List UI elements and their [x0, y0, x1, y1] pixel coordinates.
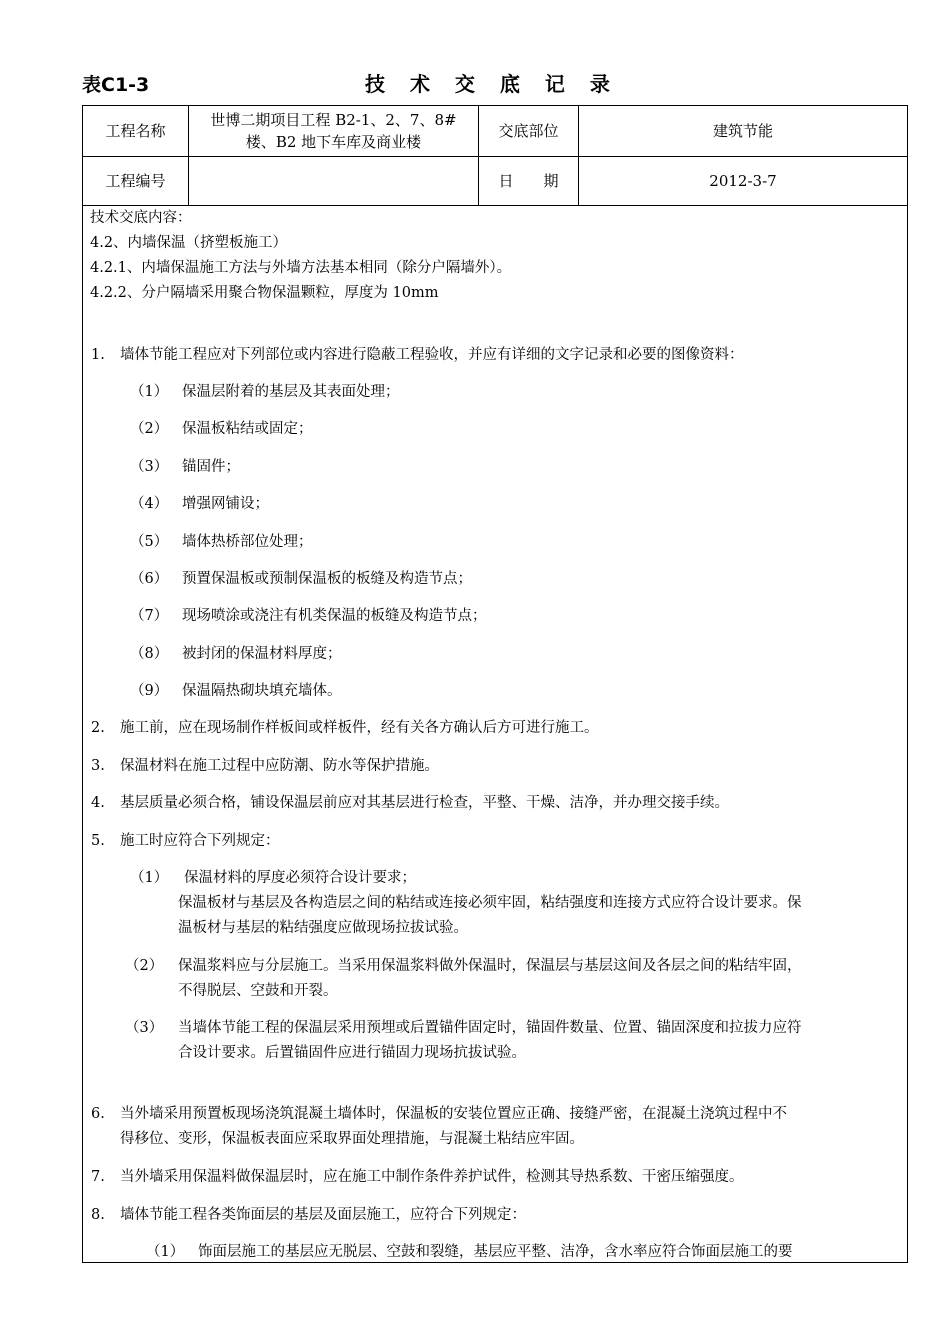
item-number: 8.	[91, 1207, 105, 1223]
sub-item-number: （2）	[130, 421, 169, 437]
sub-item-number: （4）	[130, 496, 169, 512]
item-number: 1.	[91, 347, 105, 363]
item-number: 6.	[91, 1106, 105, 1122]
sub-item-number: （1）	[130, 870, 169, 886]
item-number: 3.	[91, 758, 105, 774]
table-divider	[82, 205, 908, 206]
sub-item-number: （2）	[125, 958, 164, 974]
item-text: 施工时应符合下列规定：	[120, 833, 280, 849]
sub-item-text: 保温层附着的基层及其表面处理；	[182, 384, 400, 400]
sub-item-number: （9）	[130, 683, 169, 699]
item-number: 5.	[91, 833, 105, 849]
item-number: 7.	[91, 1169, 105, 1185]
intro-line: 4.2.2、分户隔墙采用聚合物保温颗粒，厚度为 10mm	[90, 285, 439, 301]
sub-item-text: 保温板粘结或固定；	[182, 421, 313, 437]
date-label: 日 期	[498, 172, 559, 190]
sub-item-text: 当墙体节能工程的保温层采用预埋或后置锚件固定时，锚固件数量、位置、锚固深度和拉拔力应符	[178, 1020, 802, 1036]
sub-item-text: 保温隔热砌块填充墙体。	[182, 683, 342, 699]
project-no-label: 工程编号	[105, 172, 166, 190]
project-name-value	[189, 106, 478, 156]
item-text: 基层质量必须合格，铺设保温层前应对其基层进行检查，平整、干燥、洁净，并办理交接手续。	[120, 795, 729, 811]
sub-item-text: 温板材与基层的粘结强度应做现场拉拔试验。	[178, 920, 468, 936]
item-number: 4.	[91, 795, 105, 811]
document-title: 技 术 交 底 记 录	[365, 72, 619, 96]
sub-item-number: （8）	[130, 646, 169, 662]
sub-item-text: 墙体热桥部位处理；	[182, 534, 313, 550]
sub-item-number: （6）	[130, 571, 169, 587]
intro-line: 4.2、内墙保温（挤塑板施工）	[90, 235, 288, 251]
item-number: 2.	[91, 720, 105, 736]
item-text: 得移位、变形，保温板表面应采取界面处理措施，与混凝土粘结应牢固。	[120, 1131, 584, 1147]
sub-item-text: 饰面层施工的基层应无脱层、空鼓和裂缝，基层应平整、洁净，含水率应符合饰面层施工的要	[198, 1244, 793, 1260]
project-name-line: 楼、B2 地下车库及商业楼	[245, 133, 422, 151]
intro-line: 4.2.1、内墙保温施工方法与外墙方法基本相同（除分户隔墙外）。	[90, 260, 512, 276]
sub-item-text: 预置保温板或预制保温板的板缝及构造节点；	[182, 571, 472, 587]
project-name-line: 世博二期项目工程 B2-1、2、7、8#	[210, 111, 457, 129]
sub-item-number: （1）	[146, 1244, 185, 1260]
item-text: 墙体节能工程各类饰面层的基层及面层施工，应符合下列规定：	[120, 1207, 526, 1223]
sub-item-text: 保温材料的厚度必须符合设计要求；	[184, 870, 416, 886]
project-no-value	[189, 157, 478, 205]
sub-item-text: 被封闭的保温材料厚度；	[182, 646, 342, 662]
item-text: 当外墙采用预置板现场浇筑混凝土墙体时，保温板的安装位置应正确、接缝严密，在混凝土浇筑过程中不	[120, 1106, 787, 1122]
sub-item-text: 合设计要求。后置锚固件应进行锚固力现场抗拔试验。	[178, 1045, 526, 1061]
item-text: 墙体节能工程应对下列部位或内容进行隐蔽工程验收，并应有详细的文字记录和必要的图像资料：	[120, 347, 744, 363]
item-text: 当外墙采用保温料做保温层时，应在施工中制作条件养护试件，检测其导热系数、干密压缩强度。	[120, 1169, 744, 1185]
sub-item-number: （5）	[130, 534, 169, 550]
section-value: 建筑节能	[712, 122, 773, 140]
sub-item-number: （3）	[130, 459, 169, 475]
project-name-label: 工程名称	[105, 122, 166, 140]
sub-item-text: 保温板材与基层及各构造层之间的粘结或连接必须牢固，粘结强度和连接方式应符合设计要求。保	[178, 895, 802, 911]
sub-item-number: （1）	[130, 384, 169, 400]
sub-item-text: 保温浆料应与分层施工。当采用保温浆料做外保温时，保温层与基层这间及各层之间的粘结牢固，	[178, 958, 802, 974]
sub-item-number: （7）	[130, 608, 169, 624]
sub-item-text: 现场喷涂或浇注有机类保温的板缝及构造节点；	[182, 608, 487, 624]
date-value: 2012-3-7	[709, 172, 777, 190]
sub-item-text: 增强网铺设；	[182, 496, 269, 512]
item-text: 保温材料在施工过程中应防潮、防水等保护措施。	[120, 758, 439, 774]
sub-item-text: 锚固件；	[182, 459, 240, 475]
item-text: 施工前，应在现场制作样板间或样板件，经有关各方确认后方可进行施工。	[120, 720, 599, 736]
sub-item-text: 不得脱层、空鼓和开裂。	[178, 983, 338, 999]
section-label: 交底部位	[498, 122, 559, 140]
form-code: 表C1-3	[82, 74, 150, 96]
sub-item-number: （3）	[125, 1020, 164, 1036]
content-heading: 技术交底内容：	[90, 210, 192, 226]
